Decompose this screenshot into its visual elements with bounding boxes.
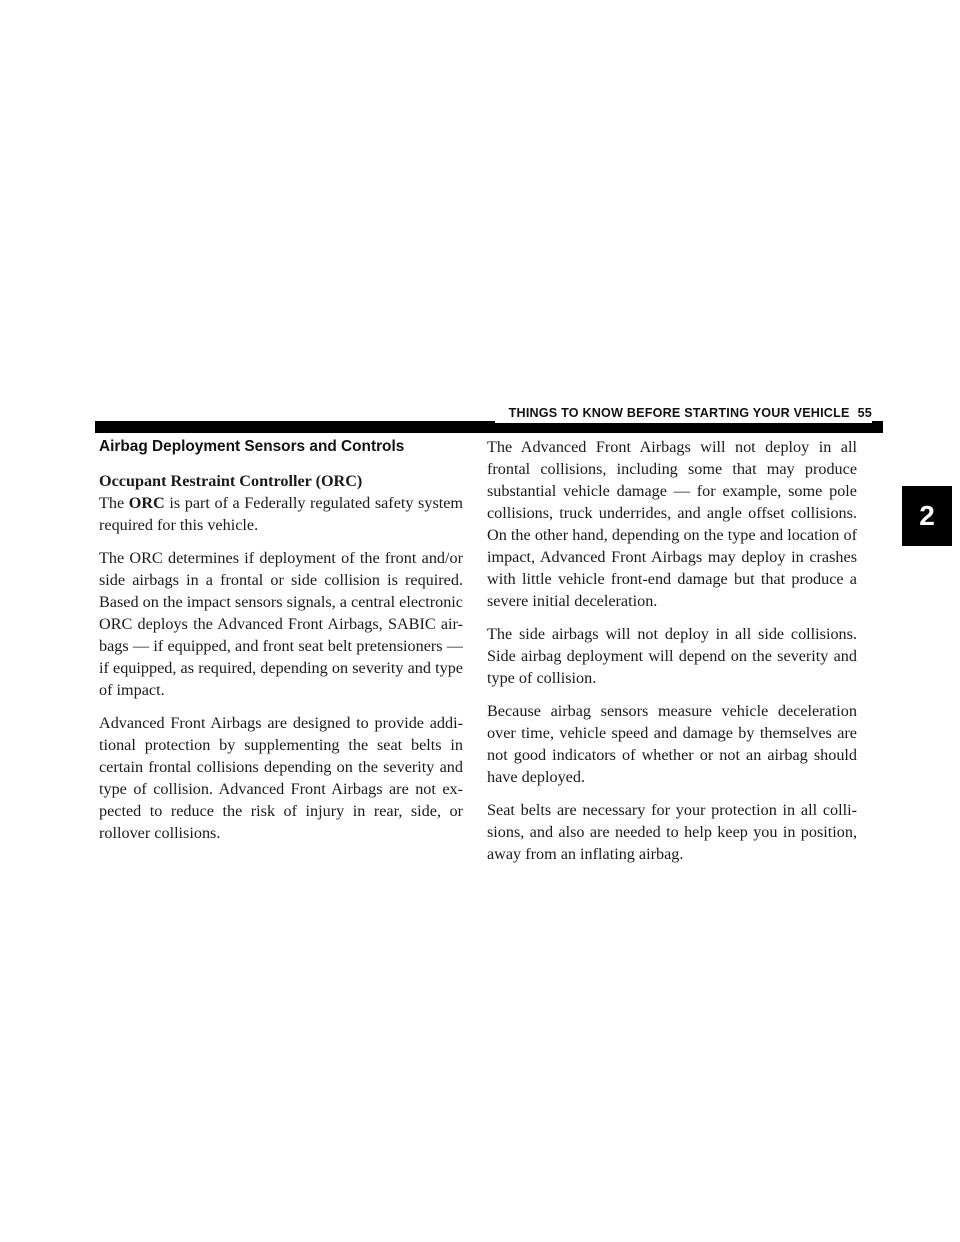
chapter-tab: 2 [902, 486, 952, 546]
intro-the: The [99, 494, 125, 512]
paragraph: The side airbags will not deploy in all side collisions. Side airbag deployment will depend on the severity and type of collision. [487, 625, 857, 687]
paragraph: Seat belts are necessary for your protection in all colli-sions, and also are needed to help keep you in position, away from an inflating airbag. [487, 801, 857, 863]
page-number: 55 [857, 406, 872, 420]
right-column [487, 436, 857, 876]
running-header [495, 403, 872, 423]
paragraph: The Advanced Front Airbags will not deploy in all frontal collisions, including some that may produce substantial vehicle damage — for example, some pole collisions, truck underrides, and angle offset collisions. On the other hand, depending on the type and location of impact, Advanced Front Airbags may deploy in crashes with little vehicle front-end damage but that produce a severe initial deceleration. [487, 438, 857, 610]
intro-rest: is part of a Federally regulated safety system required for this vehicle. [99, 494, 464, 534]
paragraph: Because airbag sensors measure vehicle deceleration over time, vehicle speed and damage by themselves are not good indicators of whether or not an airbag should have deployed. [487, 702, 857, 786]
paragraph: Advanced Front Airbags are designed to provide addi-tional protection by supplementing the seat belts in certain frontal collisions depending on the severity and type of collision. Advanced Front Airbags are not ex-pected to reduce the risk of injury in rear, side, or rollover collisions. [99, 714, 463, 842]
section-title: Airbag Deployment Sensors and Controls [99, 438, 405, 455]
running-title: THINGS TO KNOW BEFORE STARTING YOUR VEHICLE [508, 406, 850, 420]
paragraph: The ORC determines if deployment of the front and/or side airbags in a frontal or side collision is required. Based on the impact sensors signals, a central electronic ORC deploys the Advanced Front Airbags, SABIC air-bags — if equipped, and front seat belt pretensioners — if equipped, as required, depending on severity and type of impact. [99, 549, 463, 699]
left-column [99, 436, 463, 855]
subhead-orc: Occupant Restraint Controller (ORC) [99, 472, 363, 490]
intro-orc-bold: ORC [128, 494, 165, 512]
intro-paragraph [99, 492, 463, 536]
